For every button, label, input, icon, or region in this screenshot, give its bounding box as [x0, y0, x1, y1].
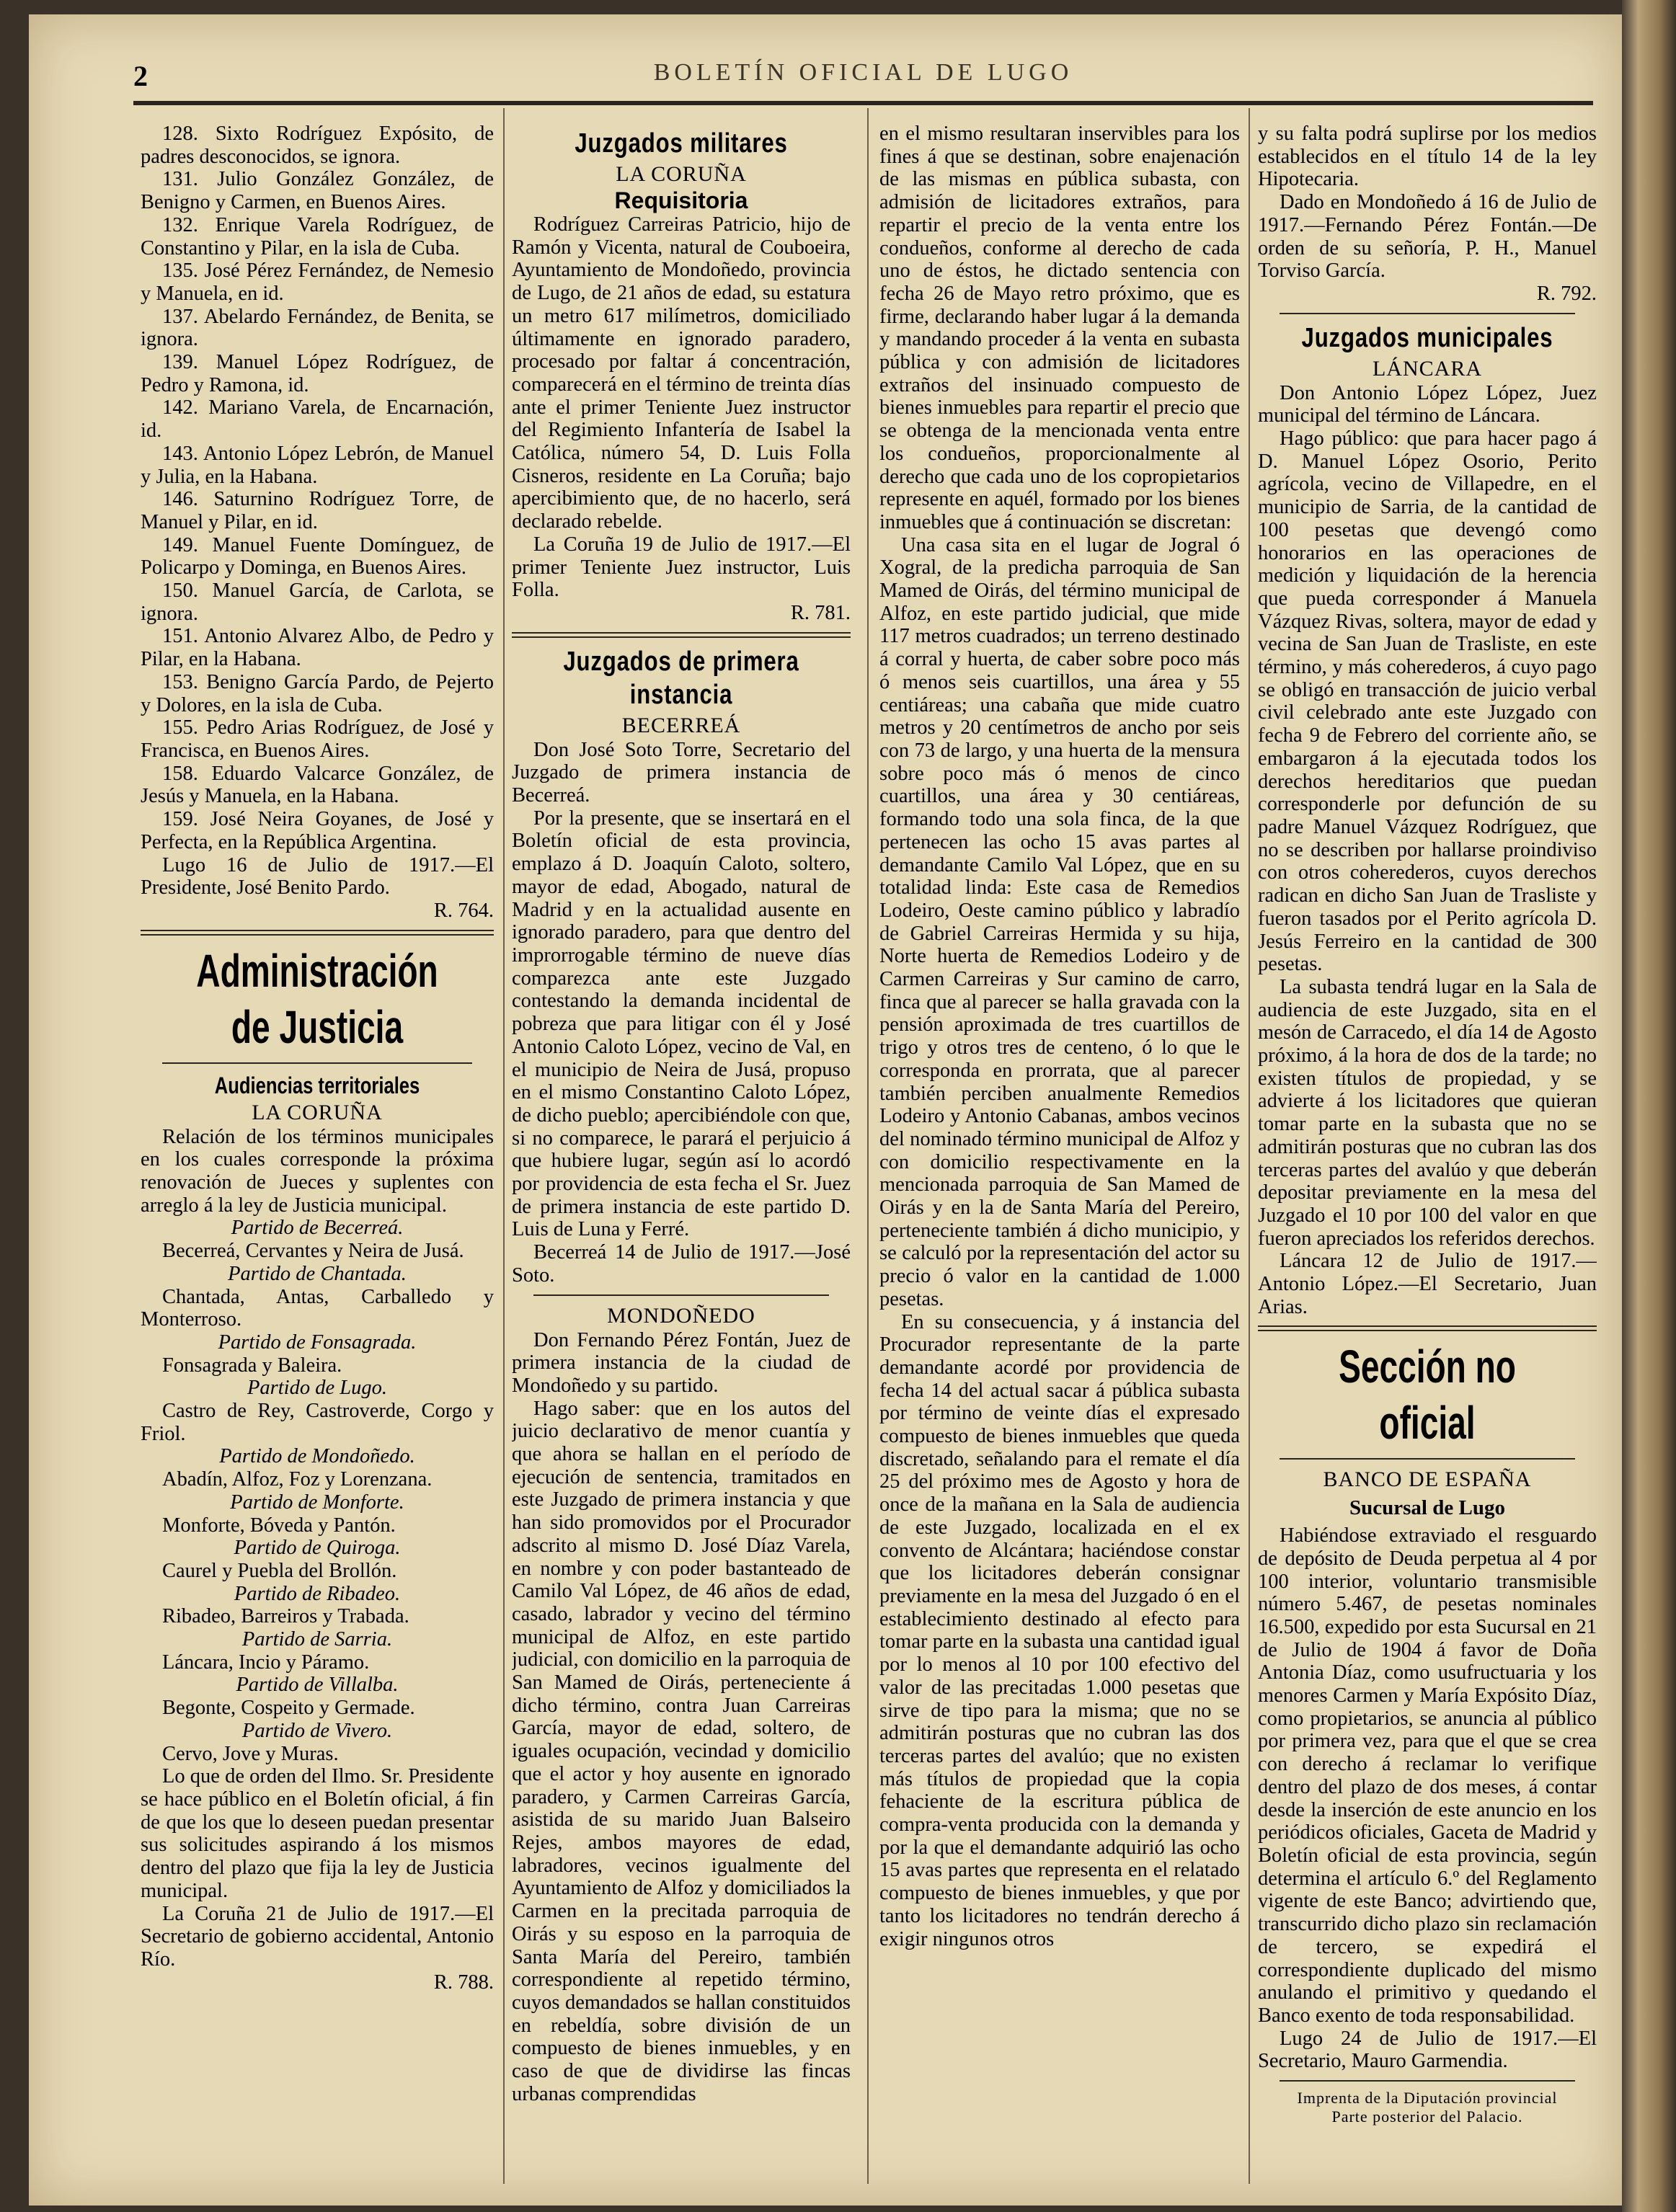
reference-number: R. 781.	[790, 601, 851, 624]
list-item: 132. Enrique Varela Rodríguez, de Constantino y Pilar, en la isla de Cuba.	[141, 213, 494, 259]
list-item: 155. Pedro Arias Rodríguez, de José y Francisca, en Buenos Aires.	[141, 716, 494, 762]
list-item: 139. Manuel López Rodríguez, de Pedro y Ramona, id.	[141, 351, 494, 396]
body-paragraph: Hago público: que para hacer pago á D. Manuel López Osorio, Perito agrícola, vecino de Villapedre, en el municipio de Sarria, de la cantidad de 100 pesetas que devengó como honorarios en las operaciones de medición y liquidación de la herencia que pueda corresponder á Manuela Vázquez Rivas, soltera, mayor de edad y vecina de San Juan de Trasliste, en este término, y más coherederos, á cuyo pago se obligó en transacción de juicio verbal civil celebrado ante este Juzgado con fecha 9 de Febrero del corriente año, se embargaron á la ejecutada todos los derechos hereditarios que puedan corresponderle por defunción de su padre Manuel Vázquez Rodríguez, que no se describen por hallarse proindiviso con otros coherederos, cuyos derechos radican en dicho San Juan de Trasliste y fueron tasados por el Perito agrícola D. Jesús Ferreiro en la cantidad de 300 pesetas.	[1258, 427, 1597, 976]
partido-heading: Partido de Chantada.	[228, 1262, 407, 1285]
place-heading: BANCO DE ESPAÑA	[1323, 1467, 1532, 1492]
place-heading: LÁNCARA	[1372, 356, 1482, 381]
list-item: 158. Eduardo Valcarce González, de Jesús y Manuela, en la Habana.	[141, 762, 494, 808]
list-item: 146. Saturnino Rodríguez Torre, de Manuel y Pilar, en id.	[141, 488, 494, 533]
partido-municipalities: Láncara, Incio y Páramo.	[162, 1651, 370, 1674]
list-item: 153. Benigno García Pardo, de Pejerto y Dolores, en la isla de Cuba.	[141, 670, 494, 716]
section-title: Sección no oficial	[1339, 1341, 1516, 1449]
reference-number: R. 764.	[433, 899, 494, 922]
body-paragraph: Don Antonio López López, Juez municipal del término de Láncara.	[1258, 381, 1597, 427]
body-paragraph: Por la presente, que se insertará en el Boletín oficial de esta provincia, emplazo á D. Joaquín Caloto, soltero, mayor de edad, Abogado, natural de Madrid y en la actualidad ausente en ignorado paradero, para que dentro del improrrogable término de nueve días comparezca ante este Juzgado contestando la demanda incidental de pobreza que para litigar con él y José Antonio Caloto López, vecino de Val, en el municipio de Neira de Jusá, propuso en el mismo Constantino Caloto López, de dicho pueblo; apercibiéndole con que, si no comparece, le parará el perjuicio á que hubiere lugar, según así lo acordó por providencia de esta fecha el Sr. Juez de primera instancia de este partido D. Luis de Luna y Ferré.	[512, 807, 851, 1241]
partido-municipalities: Monforte, Bóveda y Pantón.	[162, 1514, 396, 1537]
partido-heading: Partido de Monforte.	[230, 1491, 404, 1514]
partido-heading: Partido de Ribadeo.	[234, 1582, 401, 1605]
list-item: 149. Manuel Fuente Domínguez, de Policarpo y Dominga, en Buenos Aires.	[141, 533, 494, 579]
partido-municipalities: Fonsagrada y Baleira.	[162, 1354, 342, 1377]
signature-text: Becerreá 14 de Julio de 1917.—José Soto.	[512, 1241, 851, 1287]
partido-municipalities: Cervo, Jove y Muras.	[162, 1742, 339, 1765]
signature-text: Láncara 12 de Julio de 1917.—Antonio López.—El Secretario, Juan Arias.	[1258, 1250, 1597, 1318]
reference-number: R. 792.	[1536, 282, 1597, 305]
column-4	[1258, 123, 1597, 2184]
header-rule	[133, 101, 1593, 105]
notice-title: Requisitoria	[614, 187, 748, 213]
column-rule	[867, 108, 869, 2184]
partido-municipalities: Begonte, Cospeito y Germade.	[162, 1697, 415, 1720]
partido-municipalities: Chantada, Antas, Carballedo y Monterroso.	[141, 1285, 494, 1331]
partido-municipalities: Caurel y Puebla del Brollón.	[162, 1559, 397, 1582]
section-rule	[1280, 313, 1575, 314]
body-paragraph: Rodríguez Carreiras Patricio, hijo de Ramón y Vicenta, natural de Couboeira, Ayuntamiento de Mondoñedo, provincia de Lugo, de 21 años de edad, su estatura un metro 617 milímetros, domiciliado últimamente en ignorado paradero, procesado por faltar á concentración, comparecerá en el término de treinta días ante el primer Teniente Juez instructor del Regimiento Infantería de Isabel la Católica, número 54, D. Luis Folla Cisneros, residente en La Coruña; bajo apercibimiento que, de no hacerlo, será declarado rebelde.	[512, 213, 851, 533]
list-item: 135. José Pérez Fernández, de Nemesio y Manuela, en id.	[141, 259, 494, 305]
list-item: 159. José Neira Goyanes, de José y Perfecta, en la República Argentina.	[141, 808, 494, 853]
section-title: Administración de Justicia	[196, 944, 438, 1053]
page-header	[133, 59, 1593, 102]
section-rule	[1258, 1325, 1597, 1331]
column-3	[879, 123, 1240, 2184]
partido-municipalities: Ribadeo, Barreiros y Trabada.	[162, 1605, 409, 1628]
section-title: Juzgados de primera instancia	[563, 646, 799, 710]
partido-heading: Partido de Fonsagrada.	[218, 1331, 417, 1354]
partido-heading: Partido de Becerreá.	[231, 1217, 404, 1240]
body-paragraph: Don José Soto Torre, Secretario del Juzgado de primera instancia de Becerreá.	[512, 738, 851, 807]
closing-text: Lugo 16 de Julio de 1917.—El Presidente, José Benito Pardo.	[141, 853, 494, 900]
page-edge	[1622, 0, 1676, 2212]
list-item: 150. Manuel García, de Carlota, se ignora.	[141, 579, 494, 625]
list-item: 151. Antonio Alvarez Albo, de Pedro y Pilar, en la Habana.	[141, 625, 494, 671]
column-rule	[503, 108, 505, 2184]
column-rule	[1249, 108, 1250, 2184]
subsection-title: Sucursal de Lugo	[1349, 1496, 1505, 1520]
body-paragraph: Habiéndose extraviado el resguardo de depósito de Deuda perpetua al 4 por 100 interior, voluntario transmisible número 5.467, de pesetas nominales 16.500, expedido por esta Sucursal en 21 de Julio de 1904 á favor de Doña Antonia Díaz, como usufructuaria y los menores Carmen y María Expósito Díaz, como propietarios, se anuncia al público por primera vez, para que el que se crea con derecho á reclamar lo verifique dentro del plazo de dos meses, á contar desde la inserción de este anuncio en los periódicos oficiales, Gaceta de Madrid y Boletín oficial de esta provincia, según determina el artículo 6.º del Reglamento vigente de este Banco; advirtiendo que, transcurrido dicho plazo sin reclamación de tercero, se expedirá el correspondiente duplicado del mismo anulando el primitivo y quedando el Banco exento de toda responsabilidad.	[1258, 1524, 1597, 2027]
body-paragraph: Hago saber: que en los autos del juicio declarativo de menor cuantía y que ahora se hallan en el período de ejecución de sentencia, tramitados en este Juzgado de primera instancia y que han sido promovidos por el Procurador adscrito al mismo D. José Díaz Varela, en nombre y con poder bastanteado de Camilo Val López, de 46 años de edad, casado, labrador y vecino del término municipal de Alfoz, en este partido judicial, con domicilio en la parroquia de San Mamed de Oirás, perteneciente á dicho término, contra Juan Carreiras García, mayor de edad, soltero, de iguales ocupación, vecindad y domicilio que el actor y hoy ausente en ignorado paradero, y Carmen Carreiras García, asistida de su marido Juan Balseiro Rejes, ambos mayores de edad, labradores, vecinos igualmente del Ayuntamiento de Alfoz y domiciliados la Carmen en la precitada parroquia de Oirás y su esposo en la parroquia de Santa María del Pereiro, también correspondiente al repetido término, cuyos demandados se hallan constituidos en rebeldía, sobre división de un compuesto de bienes inmuebles, y en caso de que de dividirse las fincas urbanas comprendidas	[512, 1397, 851, 2105]
section-title: Juzgados municipales	[1301, 322, 1553, 353]
place-heading: LA CORUÑA	[252, 1100, 383, 1124]
body-paragraph: y su falta podrá suplirse por los medios establecidos en el título 14 de la ley Hipotecaria.	[1258, 123, 1597, 191]
running-title: BOLETÍN OFICIAL DE LUGO	[653, 59, 1073, 86]
place-heading: LA CORUÑA	[616, 162, 747, 186]
list-item: 137. Abelardo Fernández, de Benita, se ignora.	[141, 305, 494, 351]
partido-municipalities: Castro de Rey, Castroverde, Corgo y Friol.	[141, 1400, 494, 1445]
body-paragraph: Lo que de orden del Ilmo. Sr. Presidente se hace público en el Boletín oficial, á fin de que los que lo deseen puedan presentar sus solicitudes aspirando á los mismos dentro del plazo que fija la ley de Justicia municipal.	[141, 1765, 494, 1902]
list-item: 142. Mariano Varela, de Encarnación, id.	[141, 396, 494, 443]
body-paragraph: Una casa sita en el lugar de Jogral ó Xogral, de la predicha parroquia de San Mamed de Oirás, del término municipal de Alfoz, en este partido judicial, que mide 117 metros cuadrados; un terreno destinado á corral y huerta, de caber sobre poco más ó menos seis cuartillos, una área y 55 centiáreas; una cabaña que mide cuatro metros y 20 centímetros de ancho por seis con 73 de largo, y una huerta de la mensura sobre poco más ó menos de cinco cuartillos, una área y 30 centiáreas, formando todo una sola finca, de la que pertenecen las ocho 15 avas partes al demandante Camilo Val López, que en su totalidad linda: Este casa de Remedios Lodeiro, Oeste camino público y labradío de Gabriel Carreiras Hermida y su hija, Norte huerta de Remedios Lodeiro y de Carmen Carreiras y Sur camino de carro, finca que al parecer se halla gravada con la pensión aproximada de tres cuartillos de trigo y otros tres de centeno, ó lo que le corresponda en prorrata, que al parecer también perciben anualmente Remedios Lodeiro y Antonio Cabanas, ambos vecinos del nominado término municipal de Alfoz y con domicilio respectivamente en la mencionada parroquia de San Mamed de Oirás y en la de Santa María del Pereiro, perteneciente también á dicho municipio, y se calculó por la representación del actor su precio ó valor en la cantidad de 1.000 pesetas.	[879, 533, 1240, 1310]
place-heading: BECERREÁ	[621, 713, 741, 737]
section-rule	[162, 1062, 472, 1064]
partidos-list	[141, 1217, 494, 1765]
section-rule	[1280, 1458, 1575, 1460]
body-paragraph: en el mismo resultaran inservibles para los fines á que se destinan, sobre enajenación de las mismas en pública subasta, con admisión de licitadores extraños, para repartir el precio de la venta entre los condueños, conforme al derecho de cada uno de éstos, he dictado sentencia con fecha 26 de Mayo retro próximo, que es firme, declarando haber lugar á la demanda y mandando proceder á la venta en subasta pública y con admisión de licitadores extraños del insinuado compuesto de bienes inmuebles para repartir el precio que se obtenga de la mencionada venta entre los condueños, proporcionalmente al derecho que cada uno de los copropietarios represente en aquél, formado por los bienes inmuebles que á continuación se discretan:	[879, 123, 1240, 533]
column-1	[141, 123, 494, 2184]
partido-heading: Partido de Mondoñedo.	[219, 1445, 415, 1468]
section-rule	[533, 1294, 829, 1296]
body-paragraph: Relación de los términos municipales en los cuales corresponde la próxima renovación de Jueces y suplentes con arreglo á la ley de Justicia municipal.	[141, 1125, 494, 1217]
body-paragraph: En su consecuencia, y á instancia del Procurador representante de la parte demandante acordé por providencia de fecha 14 del actual sacar á pública subasta por término de veinte días el expresado compuesto de bienes inmuebles que queda discretado, señalando para el remate el día 25 del próximo mes de Agosto y hora de once de la mañana en la Sala de audiencia de este Juzgado, localizada en el ex convento de Alcántara; haciéndose constar que los licitadores deberán consignar previamente en la mesa del Juzgado ó en el establecimiento destinado al efecto para tomar parte en la subasta una cantidad igual por lo menos al 10 por 100 efectivo del valor de las precitadas 1.000 pesetas que sirve de tipo para la misma; que no se admitirán posturas que no cubran las dos terceras partes del avalúo; que no existen más títulos de propiedad que la copia fehaciente de la escritura pública de compra-venta producida con la demanda y por la que el demandante adquirió las ocho 15 avas partes que representa en el relatado compuesto de bienes inmuebles, y que por tanto los licitadores no tendrán derecho á exigir ningunos otros	[879, 1310, 1240, 1950]
name-list	[141, 123, 494, 854]
column-2	[512, 123, 851, 2184]
partido-municipalities: Abadín, Alfoz, Foz y Lorenzana.	[162, 1468, 433, 1491]
partido-heading: Partido de Sarria.	[241, 1628, 393, 1651]
section-rule	[512, 632, 851, 638]
page-number: 2	[133, 60, 148, 92]
reference-number: R. 788.	[433, 1971, 494, 1994]
partido-heading: Partido de Lugo.	[247, 1377, 387, 1400]
list-item: 143. Antonio López Lebrón, de Manuel y Julia, en la Habana.	[141, 442, 494, 488]
place-heading: MONDOÑEDO	[607, 1303, 755, 1328]
signature-text: Dado en Mondoñedo á 16 de Julio de 1917.—Fernando Pérez Fontán.—De orden de su señoría, P. H., Manuel Torviso García.	[1258, 191, 1597, 283]
list-item: 128. Sixto Rodríguez Expósito, de padres desconocidos, se ignora.	[141, 123, 494, 168]
signature-text: La Coruña 19 de Julio de 1917.—El primer Teniente Juez instructor, Luis Folla.	[512, 533, 851, 602]
partido-heading: Partido de Quiroga.	[234, 1537, 401, 1560]
imprint-line: Imprenta de la Diputación provincial	[1297, 2089, 1558, 2107]
body-paragraph: La subasta tendrá lugar en la Sala de audiencia de este Juzgado, sita en el mesón de Carracedo, el día 14 de Agosto próximo, á la hora de dos de la tarde; no existen títulos de propiedad, y se advierte á los licitadores que quieran tomar parte en la subasta que no se admitirán posturas que no cubran las dos terceras partes del avalúo y que deberán depositar previamente en la mesa del Juzgado el 10 por 100 del valor en que fueron apreciados los referidos derechos.	[1258, 975, 1597, 1250]
section-rule	[141, 930, 494, 936]
imprint-line: Parte posterior del Palacio.	[1331, 2107, 1523, 2126]
partido-municipalities: Becerreá, Cervantes y Neira de Jusá.	[162, 1240, 464, 1263]
subsection-title: Audiencias territoriales	[214, 1072, 420, 1098]
section-title: Juzgados militares	[575, 128, 788, 159]
signature-text: Lugo 24 de Julio de 1917.—El Secretario, Mauro Garmendia.	[1258, 2027, 1597, 2073]
body-paragraph: Don Fernando Pérez Fontán, Juez de primera instancia de la ciudad de Mondoñedo y su partido.	[512, 1328, 851, 1397]
list-item: 131. Julio González González, de Benigno y Carmen, en Buenos Aires.	[141, 168, 494, 214]
signature-text: La Coruña 21 de Julio de 1917.—El Secretario de gobierno accidental, Antonio Río.	[141, 1902, 494, 1971]
partido-heading: Partido de Villalba.	[236, 1674, 399, 1697]
section-rule	[1280, 2080, 1575, 2082]
partido-heading: Partido de Vivero.	[241, 1719, 393, 1742]
